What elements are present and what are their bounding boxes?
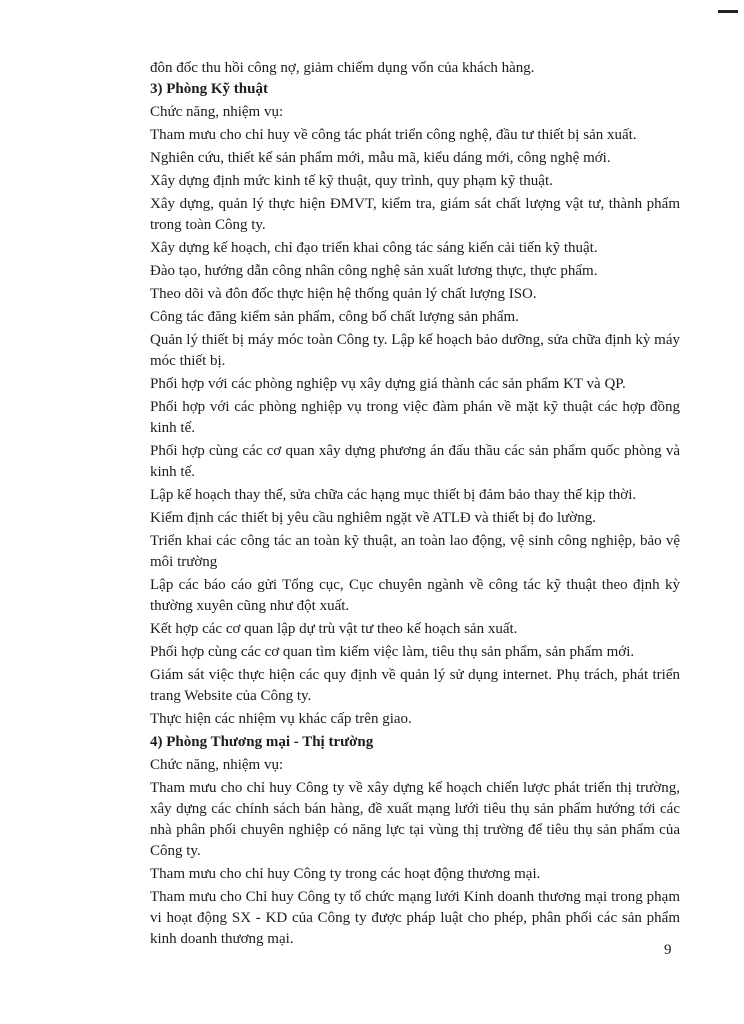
text-line: Xây dựng kế hoạch, chỉ đạo triển khai công tác sáng kiến cải tiến kỹ thuật.: [150, 240, 598, 256]
text-line: Phối hợp cùng các cơ quan tìm kiếm việc làm, tiêu thụ sản phẩm, sản phẩm mới.: [150, 644, 635, 660]
text-line: Nghiên cứu, thiết kế sản phẩm mới, mẫu mã, kiểu dáng mới, công nghệ mới.: [150, 150, 611, 166]
text-line: Tham mưu cho chỉ huy Công ty trong các hoạt động thương mại.: [150, 866, 541, 882]
text-paragraph: Tham mưu cho Chỉ huy Công ty tổ chức mạng lưới Kinh doanh thương mại trong phạm vi hoạt động SX - KD của Công ty được pháp luật cho phép, phân phối các sản phẩm kinh doanh thương mại.: [150, 889, 680, 947]
text-paragraph: Triển khai các công tác an toàn kỹ thuật, an toàn lao động, vệ sinh công nghiệp, bảo vệ môi trường: [150, 533, 680, 570]
text-line: Lập kế hoạch thay thế, sửa chữa các hạng mục thiết bị đảm bảo thay thế kịp thời.: [150, 487, 637, 503]
text-line: Phối hợp với các phòng nghiệp vụ xây dựng giá thành các sản phẩm KT và QP.: [150, 376, 626, 392]
text-paragraph: Lập các báo cáo gửi Tổng cục, Cục chuyên ngành về công tác kỹ thuật theo định kỳ thường xuyên cũng như đột xuất.: [150, 577, 680, 614]
text-line: Chức năng, nhiệm vụ:: [150, 757, 284, 773]
section-heading-technical: 3) Phòng Kỹ thuật: [150, 81, 268, 97]
text-line: Theo dõi và đôn đốc thực hiện hệ thống quản lý chất lượng ISO.: [150, 286, 537, 302]
text-line: Kiểm định các thiết bị yêu cầu nghiêm ngặt về ATLĐ và thiết bị đo lường.: [150, 510, 596, 526]
page-number: 9: [664, 942, 672, 958]
text-line: Tham mưu cho chỉ huy về công tác phát triển công nghệ, đầu tư thiết bị sản xuất.: [150, 127, 637, 143]
section-heading-commerce: 4) Phòng Thương mại - Thị trường: [150, 734, 374, 750]
text-paragraph: Phối hợp cùng các cơ quan xây dựng phương án đấu thầu các sản phẩm quốc phòng và kinh tế.: [150, 443, 680, 480]
text-paragraph: Giám sát việc thực hiện các quy định về quản lý sử dụng internet. Phụ trách, phát triển trang Website của Công ty.: [150, 667, 680, 704]
text-line: đôn đốc thu hồi công nợ, giảm chiếm dụng vốn của khách hàng.: [150, 60, 535, 76]
text-paragraph: Phối hợp với các phòng nghiệp vụ trong việc đàm phán về mặt kỹ thuật các hợp đồng kinh tế.: [150, 399, 680, 436]
text-paragraph: Quản lý thiết bị máy móc toàn Công ty. Lập kế hoạch bảo dưỡng, sửa chữa định kỳ máy móc thiết bị.: [150, 332, 680, 369]
text-line: Xây dựng định mức kinh tế kỹ thuật, quy trình, quy phạm kỹ thuật.: [150, 173, 553, 189]
text-line: Kết hợp các cơ quan lập dự trù vật tư theo kế hoạch sản xuất.: [150, 621, 518, 637]
document-body: [150, 58, 680, 950]
text-line: Thực hiện các nhiệm vụ khác cấp trên giao.: [150, 711, 412, 727]
text-paragraph: Xây dựng, quản lý thực hiện ĐMVT, kiểm tra, giám sát chất lượng vật tư, thành phẩm trong toàn Công ty.: [150, 196, 680, 233]
text-paragraph: Tham mưu cho chỉ huy Công ty về xây dựng kế hoạch chiến lược phát triển thị trường, xây dựng các chính sách bán hàng, đề xuất mạng lưới tiêu thụ sản phẩm hướng tới các nhà phân phối chuyên nghiệp có năng lực tại vùng thị trường để tiêu thụ sản phẩm của Công ty.: [150, 780, 680, 859]
text-line: Chức năng, nhiệm vụ:: [150, 104, 284, 120]
text-line: Công tác đăng kiểm sản phẩm, công bố chất lượng sản phẩm.: [150, 309, 519, 325]
text-line: Đào tạo, hướng dẫn công nhân công nghệ sản xuất lương thực, thực phẩm.: [150, 263, 598, 279]
scan-corner-mark: [718, 10, 738, 13]
